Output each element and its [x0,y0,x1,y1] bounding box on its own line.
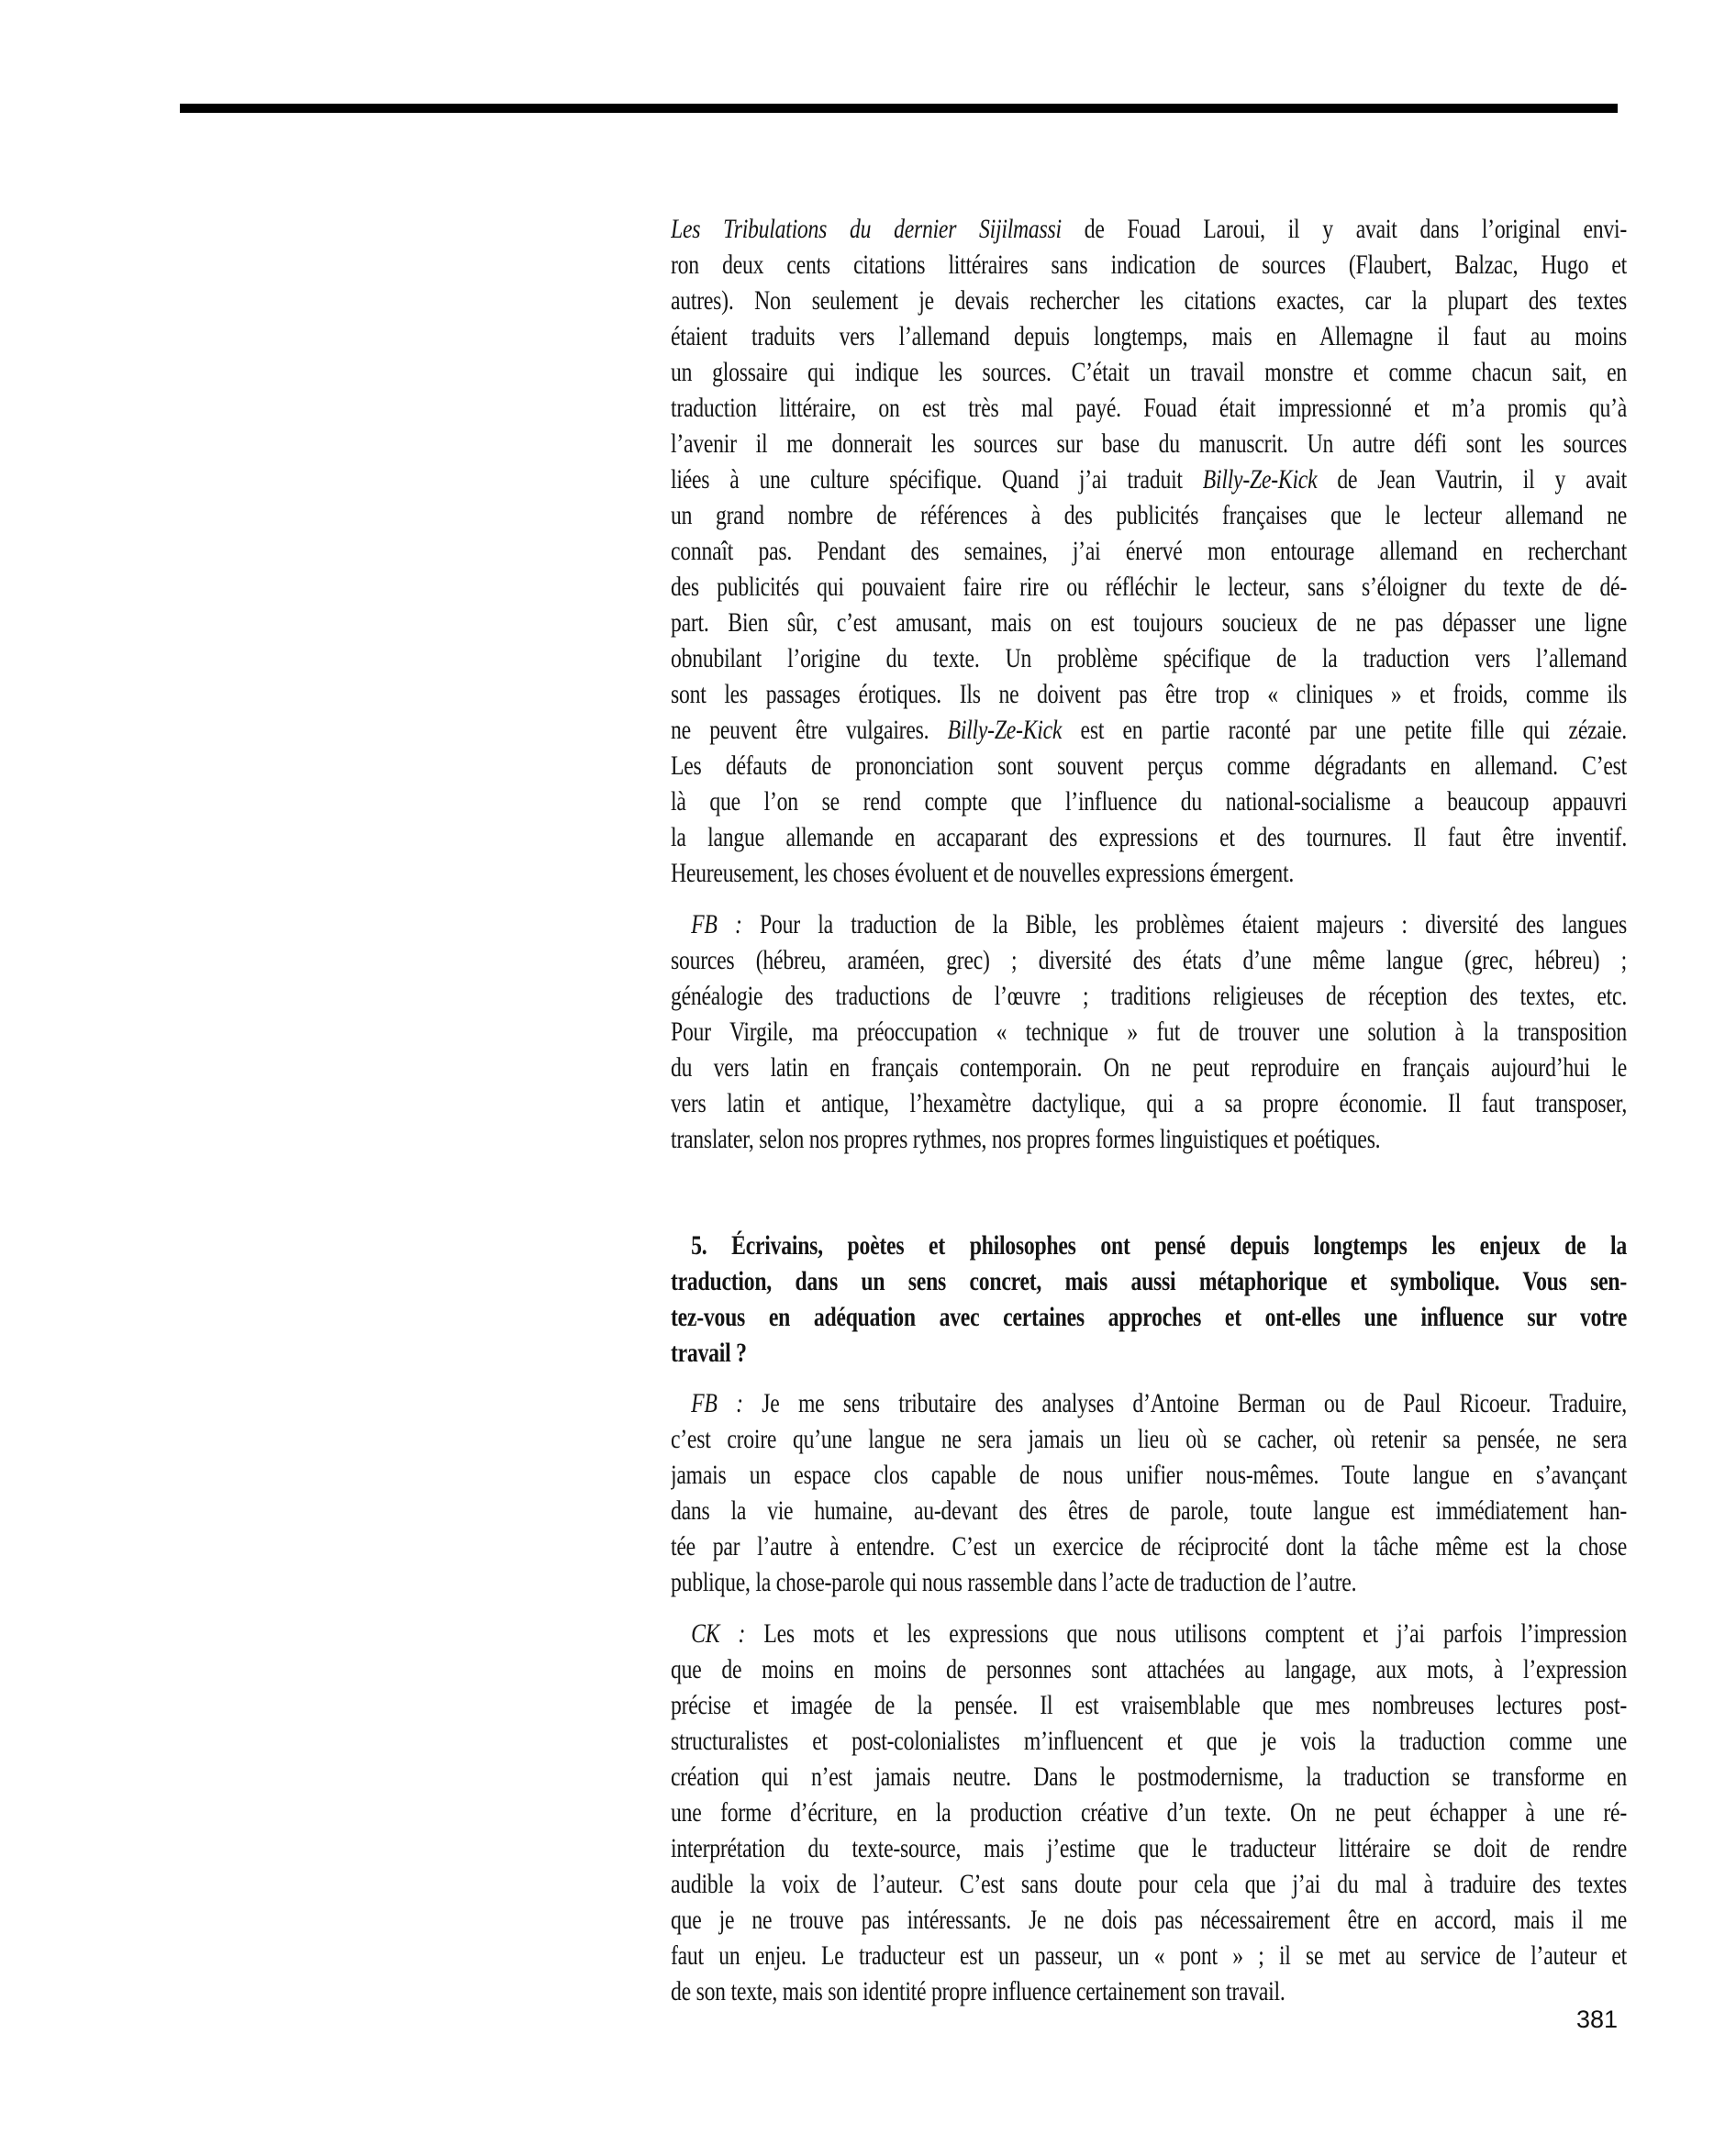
text-line [671,390,1627,426]
text-run: traduction littéraire, on est très mal payé. Fouad était impressionné et m’a promis qu’à [671,393,1628,423]
text-run: obnubilant l’origine du texte. Un problème spécifique de la traduction vers l’allemand [671,643,1628,673]
text-line [671,1651,1627,1687]
text-line [671,748,1627,783]
text-line [671,283,1627,318]
text-line [671,1830,1627,1866]
text-run: ne peuvent être vulgaires. [671,715,948,745]
text-line [671,640,1627,676]
text-line [671,676,1627,712]
text-line [671,1493,1627,1528]
text-run: un grand nombre de références à des publicités françaises que le lecteur allemand ne [671,500,1628,530]
text-line [671,247,1627,283]
text-run: étaient traduits vers l’allemand depuis longtemps, mais en Allemagne il faut au moins [671,321,1627,351]
text-run: Les défauts de prononciation sont souvent perçus comme dégradants en allemand. C’est [671,750,1628,781]
text-run: publique, la chose-parole qui nous rassemble dans l’acte de traduction de l’autre. [671,1567,1357,1597]
continuation-paragraph [671,211,1627,891]
text-line [671,1335,1627,1371]
text-run: tée par l’autre à entendre. C’est un exercice de réciprocité dont la tâche même est la chose [671,1531,1628,1561]
text-run: est en partie raconté par une petite fille qui zézaie. [1062,715,1628,745]
text-run: de Jean Vautrin, il y avait [1317,464,1628,495]
text-run: faut un enjeu. Le traducteur est un passeur, un « pont » ; il se met au service de l’auteur et [671,1940,1628,1971]
text-run: 5. Écrivains, poètes et philosophes ont pensé depuis longtemps les enjeux de la [691,1230,1628,1261]
text-line [671,819,1627,855]
text-run: Les mots et les expressions que nous utilisons comptent et j’ai parfois l’impression [745,1618,1628,1649]
text-line [671,1014,1627,1050]
text-run: du vers latin en français contemporain. On ne peut reproduire en français aujourd’hui le [671,1052,1628,1083]
text-column [671,211,1627,2009]
text-line [671,1795,1627,1830]
text-run: des publicités qui pouvaient faire rire ou réfléchir le lecteur, sans s’éloigner du texte de dé- [671,572,1628,602]
text-run: audible la voix de l’auteur. C’est sans doute pour cela que j’ai du mal à traduire des textes [671,1869,1628,1899]
text-run: Heureusement, les choses évoluent et de nouvelles expressions émergent. [671,858,1295,888]
text-run: Pour Virgile, ma préoccupation « technique » fut de trouver une solution à la transposition [671,1017,1628,1047]
text-line [671,1263,1627,1299]
text-line [671,211,1627,247]
question-5-heading [671,1228,1627,1371]
text-line [671,1902,1627,1938]
text-run: sont les passages érotiques. Ils ne doivent pas être trop « cliniques » et froids, comme ils [671,679,1628,709]
italic-text-run: Les Tribulations du dernier Sijilmassi [671,214,1062,244]
text-line [671,426,1627,461]
text-run: généalogie des traductions de l’œuvre ; traditions religieuses de réception des textes, etc. [671,981,1628,1011]
text-line [671,978,1627,1014]
text-run: que de moins en moins de personnes sont attachées au langage, aux mots, à l’expression [671,1654,1628,1684]
fb-bible-answer-paragraph [671,906,1627,1157]
italic-text-run: Billy-Ze-Kick [1202,464,1318,495]
page-number: 381 [1575,2006,1618,2033]
text-line [671,1564,1627,1600]
text-run: l’avenir il me donnerait les sources sur base du manuscrit. Un autre défi sont les sources [671,428,1628,459]
text-line [671,855,1627,891]
text-run: sources (hébreu, araméen, grec) ; diversité des états d’une même langue (grec, hébreu) ; [671,945,1628,975]
text-run: là que l’on se rend compte que l’influence du national-socialisme a beaucoup appauvri [671,786,1628,817]
text-run: dans la vie humaine, au-devant des êtres de parole, toute langue est immédiatement han- [671,1495,1628,1526]
text-line [671,533,1627,569]
text-run: Je me sens tributaire des analyses d’Antoine Berman ou de Paul Ricoeur. Traduire, [742,1388,1627,1418]
text-line [671,1687,1627,1723]
text-run: translater, selon nos propres rythmes, nos propres formes linguistiques et poétiques. [671,1124,1381,1154]
header-rule [180,104,1618,113]
text-run: de son texte, mais son identité propre influence certainement son travail. [671,1976,1285,2006]
text-line [671,1866,1627,1902]
text-line [671,1050,1627,1085]
text-run: traduction, dans un sens concret, mais aussi métaphorique et symbolique. Vous sen- [671,1266,1628,1296]
text-line [671,1457,1627,1493]
text-run: tez-vous en adéquation avec certaines approches et ont-elles une influence sur votre [671,1302,1628,1332]
text-line [671,461,1627,497]
text-run: connaît pas. Pendant des semaines, j’ai énervé mon entourage allemand en recherchant [671,536,1628,566]
text-run: interprétation du texte-source, mais j’estime que le traducteur littéraire se doit de rendre [671,1833,1628,1863]
text-run: la langue allemande en accaparant des expressions et des tournures. Il faut être inventif. [671,822,1628,852]
italic-text-run: FB : [691,1388,743,1418]
text-run: autres). Non seulement je devais rechercher les citations exactes, car la plupart des textes [671,285,1628,316]
text-line [671,1973,1627,2009]
italic-text-run: FB : [691,909,742,939]
text-run: c’est croire qu’une langue ne sera jamais un lieu où se cacher, où retenir sa pensée, ne sera [671,1424,1628,1454]
text-run: part. Bien sûr, c’est amusant, mais on est toujours soucieux de ne pas dépasser une ligne [671,607,1628,638]
text-line [671,1938,1627,1973]
text-line [671,712,1627,748]
text-line [671,906,1627,942]
text-run: liées à une culture spécifique. Quand j’ai traduit [671,464,1203,495]
text-run: Pour la traduction de la Bible, les problèmes étaient majeurs : diversité des langues [741,909,1628,939]
text-line [671,1121,1627,1157]
fb-berman-answer-paragraph [671,1385,1627,1600]
text-line [671,497,1627,533]
italic-text-run: Billy-Ze-Kick [947,715,1063,745]
text-line [671,1528,1627,1564]
text-run: création qui n’est jamais neutre. Dans le postmodernisme, la traduction se transforme en [671,1761,1628,1792]
text-run: vers latin et antique, l’hexamètre dactylique, qui a sa propre économie. Il faut transposer, [671,1088,1628,1118]
text-line [671,1759,1627,1795]
text-run: un glossaire qui indique les sources. C’était un travail monstre et comme chacun sait, en [671,357,1628,387]
text-run: jamais un espace clos capable de nous unifier nous-mêmes. Toute langue en s’avançant [671,1460,1628,1490]
text-line [671,1085,1627,1121]
italic-text-run: CK : [691,1618,746,1649]
ck-answer-paragraph [671,1616,1627,2009]
text-run: travail ? [671,1338,747,1368]
text-run: que je ne trouve pas intéressants. Je ne dois pas nécessairement être en accord, mais il me [671,1905,1628,1935]
text-run: une forme d’écriture, en la production créative d’un texte. On ne peut échapper à une ré- [671,1797,1628,1828]
text-line [671,569,1627,605]
text-line [671,1385,1627,1421]
text-line [671,1421,1627,1457]
text-run: ron deux cents citations littéraires sans indication de sources (Flaubert, Balzac, Hugo et [671,250,1628,280]
text-line [671,354,1627,390]
text-line [671,605,1627,640]
text-line [671,318,1627,354]
text-line [671,1299,1627,1335]
text-run: précise et imagée de la pensée. Il est vraisemblable que mes nombreuses lectures post- [671,1690,1628,1720]
text-line [671,1723,1627,1759]
text-run: structuralistes et post-colonialistes m’influencent et que je vois la traduction comme une [671,1726,1628,1756]
text-line [671,1616,1627,1651]
text-line [671,942,1627,978]
text-run: de Fouad Laroui, il y avait dans l’original envi- [1061,214,1628,244]
text-line [671,1228,1627,1263]
text-line [671,783,1627,819]
